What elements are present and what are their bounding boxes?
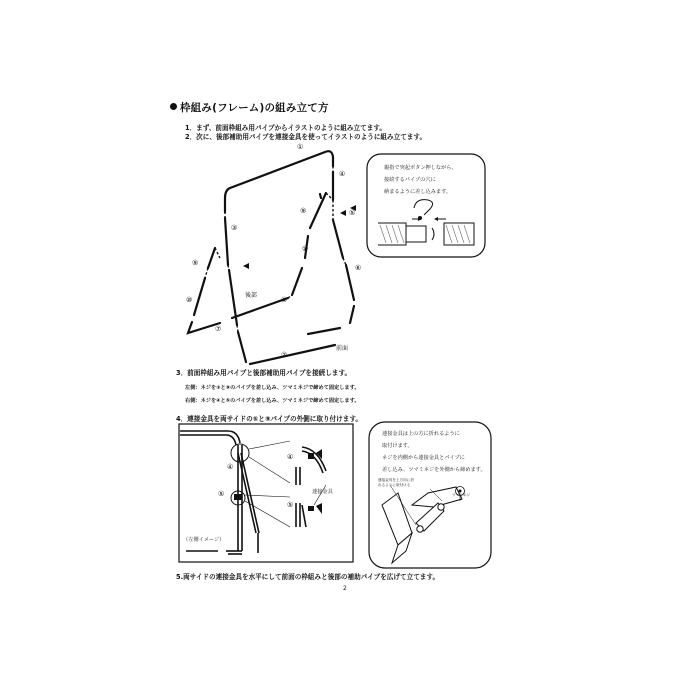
callout-bottom-line-3: ネジを内側から連接金具とパイプに: [382, 455, 465, 461]
part-number-2: ②: [281, 351, 288, 359]
step-5-text: 5.両サイドの連接金具を水平にして前面の枠組みと後部の補助パイプを広げて立てます。: [176, 573, 440, 581]
callout-top-line-3: 納まるように差し込みます。: [384, 189, 452, 195]
page-number: 2: [343, 585, 347, 592]
step-3-left-text: 左側：ネジを③と⑨のパイプを差し込み、ツマミネジで締めて固定します。: [185, 385, 360, 391]
part-number-7: ⑦: [215, 325, 222, 333]
side-view-label: （左側イメージ）: [183, 537, 225, 543]
part-number-4: ④: [339, 170, 346, 178]
step-3-right-text: 右側：ネジを④と⑤のパイプを差し込み、ツマミネジで締めて固定します。: [185, 398, 360, 404]
callout-bottom-line-1: 連接金具は上の方に折れるように: [382, 431, 460, 437]
bullet-icon: [170, 103, 177, 110]
part-number-10-right: ⑩: [302, 245, 309, 253]
part-number-5: ⑤: [349, 209, 356, 217]
frame-assembly-illustration: [170, 140, 390, 370]
front-label: 前面: [336, 345, 349, 352]
part-number-9-right: ⑨: [300, 207, 307, 215]
bracket-label: 連接金具: [312, 489, 333, 495]
callout-top-line-2: 接続するパイプの穴に: [384, 177, 436, 183]
callout-bottom-small-left-2: れるように取付ける: [378, 483, 411, 487]
part-number-8: ⑧: [281, 296, 288, 304]
step-4-text: 4．連接金具を両サイドの⑤と⑨パイプの外側に取り付けます。: [176, 415, 363, 423]
step-1-text: 1．まず、前面枠組み用パイプからイラストのように組み立てます。: [185, 124, 386, 132]
part-number-1: ①: [297, 143, 304, 151]
fig2-number-5b: ⑤: [287, 501, 294, 509]
callout-bottom-line-2: 取付けます。: [382, 443, 413, 449]
callout-top-line-1: 親指で突起ボタン押しながら、: [384, 165, 457, 171]
fig2-number-4a: ④: [227, 463, 234, 471]
part-number-10: ⑩: [186, 296, 193, 304]
rear-label: 後部: [245, 292, 258, 299]
part-number-6-right: ⑥: [355, 264, 362, 272]
fig2-number-4b: ④: [287, 453, 294, 461]
callout-bottom-small-left-1: 連接金具を上方向に折: [378, 478, 414, 482]
section-title-text: 枠組み(フレーム)の組み立て方: [180, 102, 329, 114]
part-number-3: ③: [231, 224, 238, 232]
step-3-text: 3．前面枠組み用パイプと後部補助用パイプを接続します。: [176, 369, 352, 377]
callout-bottom-line-4: 差し込み、ツマミネジを外側から締めます。: [382, 467, 486, 473]
step-2-text: 2．次に、後部補助用パイプを連接金具を使ってイラストのように組み立てます。: [185, 133, 427, 141]
part-number-9-left: ⑨: [192, 259, 199, 267]
callout-bottom-small-right: ツマミネジ: [452, 493, 470, 497]
fig2-number-5a: ⑤: [218, 490, 225, 498]
section-title: [170, 100, 329, 115]
